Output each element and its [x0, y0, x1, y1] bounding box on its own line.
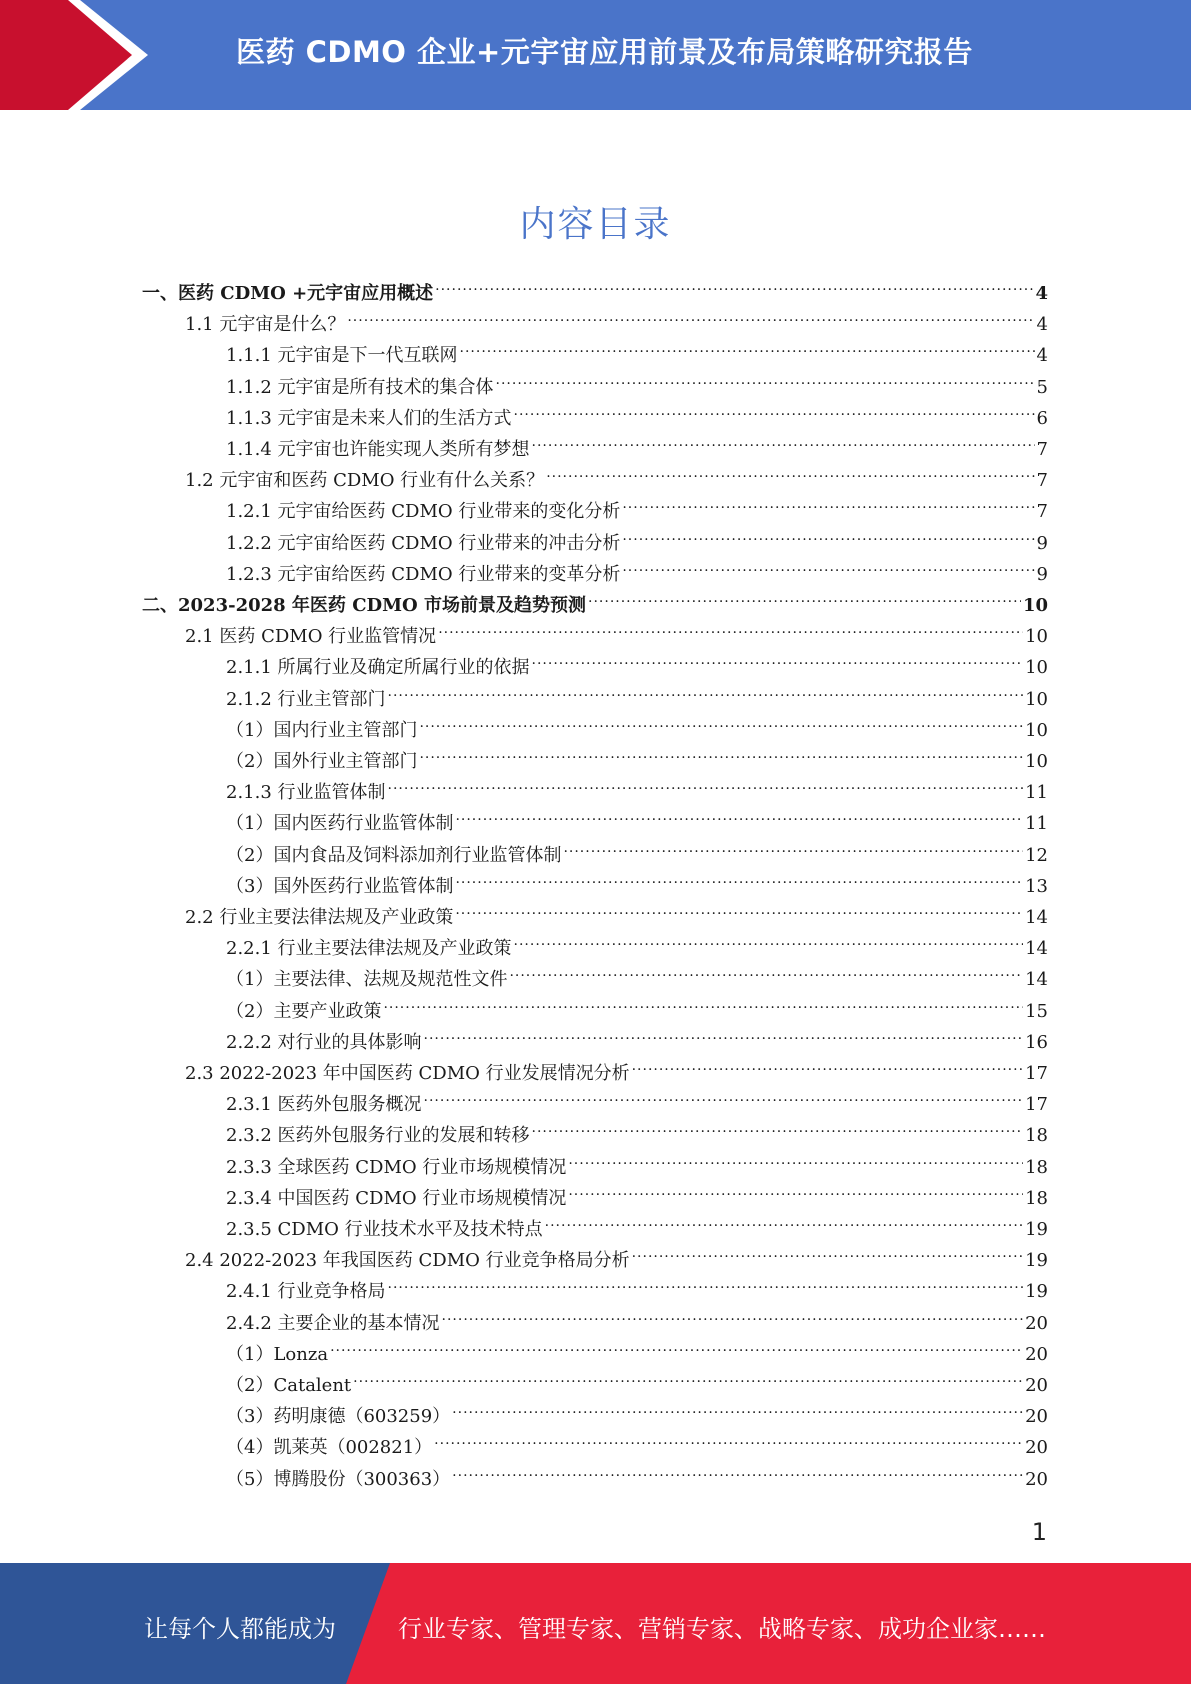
toc-entry[interactable] — [226, 1017, 1048, 1053]
toc-entry-title: 2.4 2022-2023 年我国医药 CDMO 行业竞争格局分析 — [185, 1250, 630, 1271]
toc-entry-title: 2.1 医药 CDMO 行业监管情况 — [185, 626, 437, 647]
toc-entry[interactable] — [142, 268, 1048, 304]
toc-dot-leader — [514, 923, 1024, 954]
toc-dot-leader — [622, 549, 1034, 580]
toc-entry-title: 2.1.3 行业监管体制 — [226, 782, 386, 803]
toc-entry-page: 10 — [1025, 689, 1048, 710]
toc-entry-title: 1.1.3 元宇宙是未来人们的生活方式 — [226, 408, 512, 429]
toc-entry-title: 1.1.2 元宇宙是所有技术的集合体 — [226, 377, 494, 398]
toc-entry-page: 16 — [1025, 1032, 1048, 1053]
toc-entry-title: 2.1.1 所属行业及确定所属行业的依据 — [226, 657, 530, 678]
toc-dot-leader — [424, 1017, 1024, 1048]
toc-dot-leader — [455, 798, 1023, 829]
toc-entry-page: 9 — [1036, 564, 1048, 585]
toc-entry[interactable] — [226, 1422, 1048, 1458]
page-header — [0, 0, 1191, 110]
toc-entry-page: 6 — [1036, 408, 1048, 429]
toc-dot-leader — [532, 424, 1035, 455]
toc-entry[interactable] — [226, 1079, 1048, 1115]
toc-entry[interactable] — [226, 549, 1048, 585]
toc-dot-leader — [568, 1173, 1023, 1204]
toc-dot-leader — [330, 1329, 1023, 1360]
toc-entry-page: 14 — [1025, 938, 1048, 959]
toc-dot-leader — [353, 1360, 1023, 1391]
toc-dot-leader — [514, 393, 1035, 424]
toc-entry-page: 20 — [1025, 1469, 1048, 1490]
toc-dot-leader — [442, 1298, 1024, 1329]
report-title: 医药 CDMO 企业+元宇宙应用前景及布局策略研究报告 — [236, 35, 973, 69]
toc-entry[interactable] — [226, 642, 1048, 678]
toc-entry-page: 20 — [1025, 1437, 1048, 1458]
toc-entry-title: 1.1.4 元宇宙也许能实现人类所有梦想 — [226, 439, 530, 460]
toc-entry-title: （2）国外行业主管部门 — [226, 751, 418, 772]
toc-entry[interactable] — [142, 580, 1048, 616]
toc-entry-title: 2.3 2022-2023 年中国医药 CDMO 行业发展情况分析 — [185, 1063, 630, 1084]
toc-dot-leader — [347, 299, 1034, 330]
toc-entry[interactable] — [226, 1391, 1048, 1427]
toc-entry-page: 12 — [1025, 845, 1048, 866]
footer-slogan-right: 行业专家、管理专家、营销专家、战略专家、成功企业家…… — [398, 1615, 1046, 1643]
toc-entry-page: 15 — [1025, 1001, 1048, 1022]
toc-dot-leader — [622, 486, 1034, 517]
toc-entry-title: 1.1 元宇宙是什么？ — [185, 314, 346, 335]
toc-dot-leader — [545, 1204, 1023, 1235]
toc-entry-page: 7 — [1036, 470, 1048, 491]
toc-dot-leader — [532, 1110, 1024, 1141]
toc-dot-leader — [388, 767, 1024, 798]
toc-dot-leader — [434, 1422, 1023, 1453]
toc-dot-leader — [455, 861, 1023, 892]
toc-entry-page: 17 — [1025, 1094, 1048, 1115]
toc-dot-leader — [632, 1235, 1023, 1266]
toc-entry-page: 4 — [1035, 283, 1048, 304]
toc-entry-page: 7 — [1036, 439, 1048, 460]
toc-entry-page: 14 — [1025, 907, 1048, 928]
toc-entry[interactable] — [226, 705, 1048, 741]
toc-dot-leader — [455, 892, 1023, 923]
footer-slogan-left: 让每个人都能成为 — [144, 1615, 336, 1643]
toc-dot-leader — [419, 705, 1023, 736]
toc-entry-title: 2.3.5 CDMO 行业技术水平及技术特点 — [226, 1219, 543, 1240]
toc-entry[interactable] — [226, 1454, 1048, 1490]
toc-entry[interactable] — [226, 486, 1048, 522]
toc-entry-page: 19 — [1025, 1219, 1048, 1240]
toc-entry-title: 2.3.3 全球医药 CDMO 行业市场规模情况 — [226, 1157, 567, 1178]
toc-entry[interactable] — [185, 455, 1048, 491]
toc-entry-title: （3）国外医药行业监管体制 — [226, 876, 454, 897]
toc-entry[interactable] — [226, 1329, 1048, 1365]
toc-entry-page: 18 — [1025, 1157, 1048, 1178]
toc-entry[interactable] — [226, 736, 1048, 772]
toc-dot-leader — [588, 580, 1021, 611]
toc-dot-leader — [460, 330, 1035, 361]
toc-dot-leader — [496, 362, 1035, 393]
toc-entry-title: 1.2.3 元宇宙给医药 CDMO 行业带来的变革分析 — [226, 564, 621, 585]
toc-dot-leader — [438, 611, 1023, 642]
header-arrow-icon — [0, 0, 132, 110]
toc-entry-page: 9 — [1036, 533, 1048, 554]
toc-dot-leader — [546, 455, 1034, 486]
toc-dot-leader — [419, 736, 1023, 767]
toc-entry[interactable] — [226, 1204, 1048, 1240]
toc-entry-page: 13 — [1025, 876, 1048, 897]
toc-entry-title: （5）博腾股份（300363） — [226, 1469, 451, 1490]
toc-entry[interactable] — [226, 830, 1048, 866]
toc-entry-title: 2.2.1 行业主要法律法规及产业政策 — [226, 938, 512, 959]
toc-entry-title: 2.2.2 对行业的具体影响 — [226, 1032, 422, 1053]
toc-entry[interactable] — [185, 1235, 1048, 1271]
toc-entry-page: 20 — [1025, 1313, 1048, 1334]
toc-entry[interactable] — [226, 1142, 1048, 1178]
toc-entry[interactable] — [226, 1173, 1048, 1209]
toc-entry[interactable] — [185, 892, 1048, 928]
toc-entry[interactable] — [226, 330, 1048, 366]
toc-entry-title: 2.4.2 主要企业的基本情况 — [226, 1313, 440, 1334]
toc-dot-leader — [509, 954, 1023, 985]
toc-entry-page: 10 — [1022, 595, 1048, 616]
toc-entry[interactable] — [226, 954, 1048, 990]
toc-entry-title: （1）主要法律、法规及规范性文件 — [226, 969, 508, 990]
toc-entry-title: 1.1.1 元宇宙是下一代互联网 — [226, 345, 458, 366]
toc-entry[interactable] — [185, 1048, 1048, 1084]
toc-entry-page: 5 — [1036, 377, 1048, 398]
toc-dot-leader — [568, 1142, 1023, 1173]
toc-entry-title: 1.2.2 元宇宙给医药 CDMO 行业带来的冲击分析 — [226, 533, 621, 554]
toc-entry-page: 17 — [1025, 1063, 1048, 1084]
toc-entry-title: （1）国内行业主管部门 — [226, 720, 418, 741]
toc-entry-page: 7 — [1036, 501, 1048, 522]
toc-entry-title: 2.3.1 医药外包服务概况 — [226, 1094, 422, 1115]
toc-entry-title: （2）主要产业政策 — [226, 1001, 382, 1022]
toc-entry-page: 4 — [1036, 314, 1048, 335]
toc-entry-page: 4 — [1036, 345, 1048, 366]
toc-entry-title: 1.2.1 元宇宙给医药 CDMO 行业带来的变化分析 — [226, 501, 621, 522]
toc-entry[interactable] — [226, 424, 1048, 460]
toc-dot-leader — [452, 1391, 1023, 1422]
toc-dot-leader — [622, 518, 1034, 549]
toc-entry-title: 2.3.2 医药外包服务行业的发展和转移 — [226, 1125, 530, 1146]
toc-entry-title: 2.2 行业主要法律法规及产业政策 — [185, 907, 454, 928]
toc-entry[interactable] — [226, 923, 1048, 959]
toc-entry-title: 1.2 元宇宙和医药 CDMO 行业有什么关系？ — [185, 470, 545, 491]
toc-entry[interactable] — [226, 518, 1048, 554]
toc-entry[interactable] — [226, 986, 1048, 1022]
toc-entry-page: 18 — [1025, 1188, 1048, 1209]
toc-entry-page: 20 — [1025, 1375, 1048, 1396]
toc-entry-title: （2）Catalent — [226, 1375, 352, 1396]
toc-entry[interactable] — [226, 674, 1048, 710]
toc-dot-leader — [532, 642, 1024, 673]
toc-dot-leader — [383, 986, 1023, 1017]
toc-entry-title: 二、2023-2028 年医药 CDMO 市场前景及趋势预测 — [142, 595, 587, 616]
toc-entry-title: （2）国内食品及饲料添加剂行业监管体制 — [226, 845, 562, 866]
toc-entry-title: 一、医药 CDMO +元宇宙应用概述 — [142, 283, 434, 304]
toc-entry[interactable] — [185, 299, 1048, 335]
toc-entry-title: 2.1.2 行业主管部门 — [226, 689, 386, 710]
toc-entry-title: 2.3.4 中国医药 CDMO 行业市场规模情况 — [226, 1188, 567, 1209]
toc-entry-title: 2.4.1 行业竞争格局 — [226, 1281, 386, 1302]
toc-entry-title: （1）国内医药行业监管体制 — [226, 813, 454, 834]
toc-entry-title: （1）Lonza — [226, 1344, 329, 1365]
toc-entry-page: 14 — [1025, 969, 1048, 990]
toc-dot-leader — [424, 1079, 1024, 1110]
toc-entry-page: 20 — [1025, 1406, 1048, 1427]
toc-heading: 内容目录 — [519, 204, 672, 245]
toc-entry-page: 11 — [1025, 813, 1048, 834]
toc-dot-leader — [388, 674, 1024, 705]
toc-entry-page: 10 — [1025, 657, 1048, 678]
toc-entry-title: （4）凯莱英（002821） — [226, 1437, 433, 1458]
toc-dot-leader — [563, 830, 1023, 861]
toc-entry[interactable] — [226, 362, 1048, 398]
page-footer — [0, 1563, 1191, 1684]
toc-entry[interactable] — [226, 861, 1048, 897]
toc-dot-leader — [388, 1266, 1024, 1297]
toc-entry-page: 20 — [1025, 1344, 1048, 1365]
toc-entry[interactable] — [226, 798, 1048, 834]
toc-entry[interactable] — [226, 1266, 1048, 1302]
toc-entry-page: 10 — [1025, 626, 1048, 647]
toc-dot-leader — [452, 1454, 1023, 1485]
toc-entry-page: 10 — [1025, 720, 1048, 741]
toc-entry-page: 19 — [1025, 1281, 1048, 1302]
toc-entry[interactable] — [226, 393, 1048, 429]
page-number: 1 — [1031, 1518, 1047, 1546]
toc-entry-page: 18 — [1025, 1125, 1048, 1146]
toc-entry-page: 11 — [1025, 782, 1048, 803]
toc-dot-leader — [435, 268, 1033, 299]
toc-entry[interactable] — [226, 1360, 1048, 1396]
toc-entry-title: （3）药明康德（603259） — [226, 1406, 451, 1427]
toc-entry-page: 10 — [1025, 751, 1048, 772]
toc-entry[interactable] — [226, 767, 1048, 803]
toc-entry[interactable] — [226, 1298, 1048, 1334]
toc-dot-leader — [632, 1048, 1023, 1079]
toc-entry[interactable] — [185, 611, 1048, 647]
toc-entry[interactable] — [226, 1110, 1048, 1146]
toc-entry-page: 19 — [1025, 1250, 1048, 1271]
